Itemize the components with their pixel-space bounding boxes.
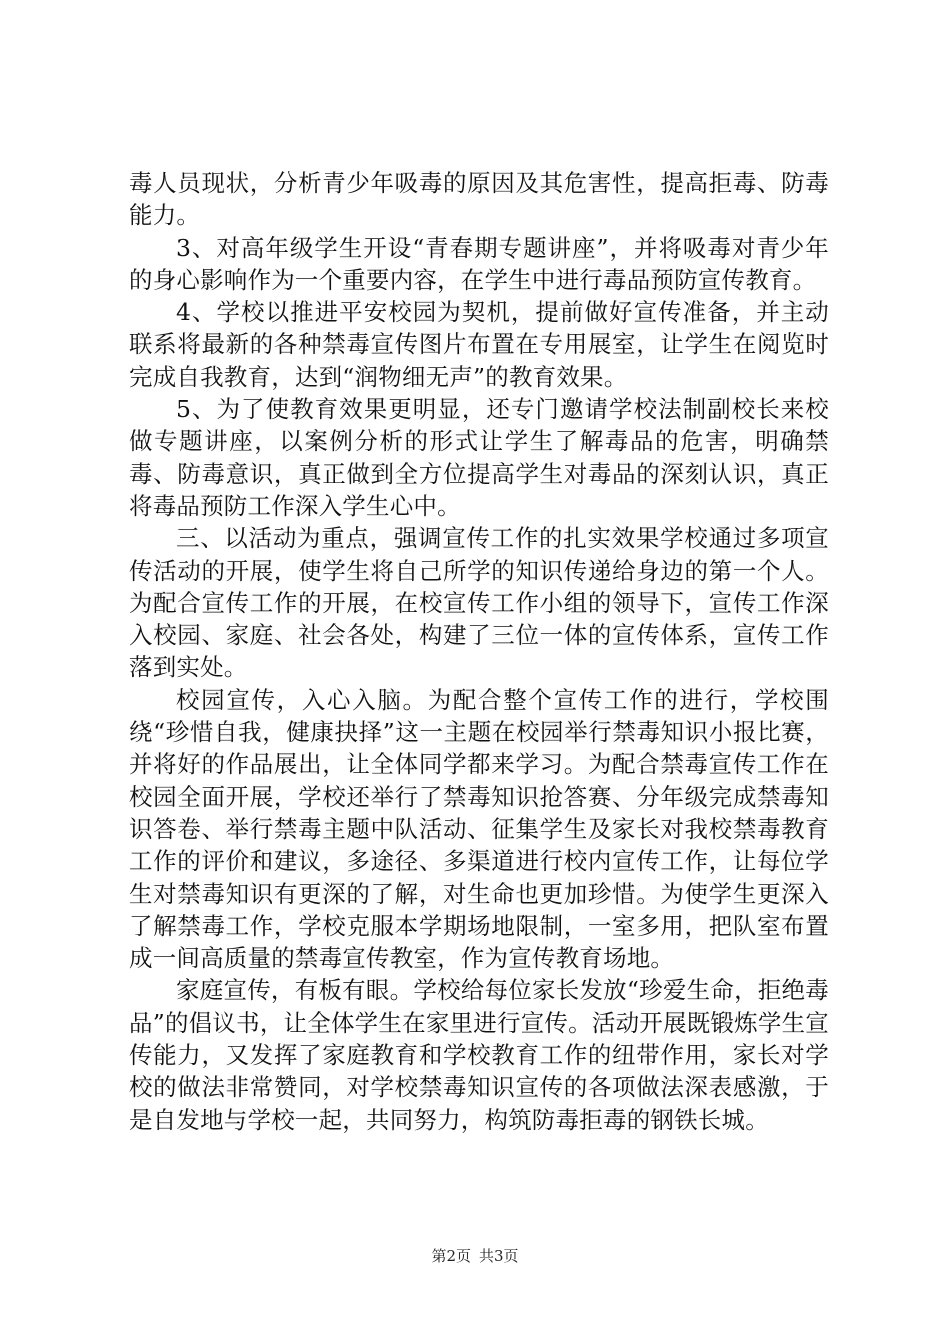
paragraph-7: 家庭宣传，有板有眼。学校给每位家长发放“珍爱生命，拒绝毒品”的倡议书，让全体学生在家里进行宣传。活动开展既锻炼学生宣传能力，又发挥了家庭教育和学校教育工作的纽带作用，家长对学校的做法非常赞同，对学校禁毒知识宣传的各项做法深表感激，于是自发地与学校一起，共同努力，构筑防毒拒毒的钢铁长城。	[129, 976, 829, 1134]
paragraph-2: 3、对高年级学生开设“青春期专题讲座”，并将吸毒对青少年的身心影响作为一个重要内容，在学生中进行毒品预防宣传教育。	[129, 233, 829, 294]
page-number-current: 第2页	[431, 1247, 471, 1265]
document-body	[129, 167, 829, 1136]
page-number-total: 共3页	[479, 1247, 519, 1265]
paragraph-1: 毒人员现状，分析青少年吸毒的原因及其危害性，提高拒毒、防毒能力。	[129, 169, 829, 230]
page-footer	[0, 1245, 950, 1266]
paragraph-6: 校园宣传，入心入脑。为配合整个宣传工作的进行，学校围绕“珍惜自我，健康抉择”这一主题在校园举行禁毒知识小报比赛，并将好的作品展出，让全体同学都来学习。为配合禁毒宣传工作在校园全面开展，学校还举行了禁毒知识抢答赛、分年级完成禁毒知识答卷、举行禁毒主题中队活动、征集学生及家长对我校禁毒教育工作的评价和建议，多途径、多渠道进行校内宣传工作，让每位学生对禁毒知识有更深的了解，对生命也更加珍惜。为使学生更深入了解禁毒工作，学校克服本学期场地限制，一室多用，把队室布置成一间高质量的禁毒宣传教室，作为宣传教育场地。	[129, 685, 829, 973]
paragraph-3: 4、学校以推进平安校园为契机，提前做好宣传准备，并主动联系将最新的各种禁毒宣传图片布置在专用展室，让学生在阅览时完成自我教育，达到“润物细无声”的教育效果。	[129, 298, 829, 391]
paragraph-5: 三、以活动为重点，强调宣传工作的扎实效果学校通过多项宣传活动的开展，使学生将自己所学的知识传递给身边的第一个人。为配合宣传工作的开展，在校宣传工作小组的领导下，宣传工作深入校园、家庭、社会各处，构建了三位一体的宣传体系，宣传工作落到实处。	[129, 524, 829, 682]
paragraph-4: 5、为了使教育效果更明显，还专门邀请学校法制副校长来校做专题讲座，以案例分析的形式让学生了解毒品的危害，明确禁毒、防毒意识，真正做到全方位提高学生对毒品的深刻认识，真正将毒品预防工作深入学生心中。	[129, 395, 829, 520]
